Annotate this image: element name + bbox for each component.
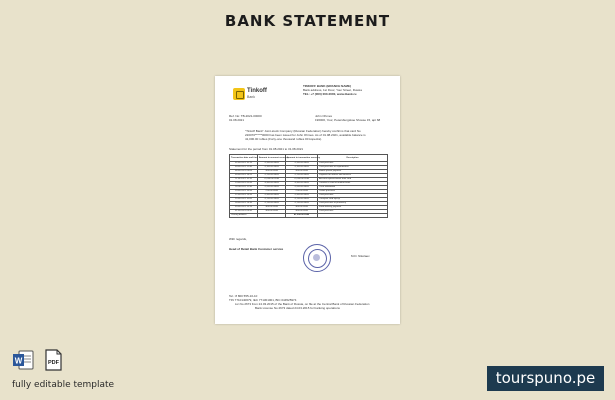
table-cell — [318, 214, 388, 218]
table-cell: +5,000.00 RUB — [286, 178, 318, 182]
word-file-icon[interactable] — [12, 349, 34, 371]
table-cell: -800.00 RUB — [258, 206, 286, 210]
table-cell: -2,100.00 RUB — [286, 198, 318, 202]
column-header: Amount in account currency — [258, 155, 286, 162]
table-cell: -2,300.00 RUB — [286, 166, 318, 170]
bank-address-line: Bank address, 1st Floor, Your Street, Russia — [303, 88, 362, 92]
table-cell: -800.00 RUB — [286, 206, 318, 210]
bank-address-line: TEL: +7 (000) 000-0000, www.tbank.ru — [303, 92, 357, 96]
intro-line: "Tinkoff Bank" Joint-stock Company (Russian Federation) hereby confirms that card No — [245, 129, 361, 133]
table-cell: 16.08.2021 11:30 — [230, 186, 258, 190]
client-address: 196000, Your, Petersburgskoe Shosse 15, apt 68 — [315, 118, 381, 122]
word-icon-label: W — [14, 356, 23, 366]
table-cell: Card purchase at pharmacy — [318, 202, 388, 206]
footer-line: Bank License No 2673 dated 24.03.2015 for banking operations — [255, 306, 340, 310]
table-cell: -1,100.00 RUB — [258, 202, 286, 206]
table-cell: -2,100.00 RUB — [258, 198, 286, 202]
table-cell: Card purchase — [318, 210, 388, 214]
table-cell: 13.08.2021 20:45 — [230, 182, 258, 186]
table-cell: 30.08.2021 15:15 — [230, 206, 258, 210]
table-cell: 04.08.2021 12:40 — [230, 166, 258, 170]
intro-line: 220070******0000 has been issued for John Ohmes. As of 01.08.2021, available balance is — [245, 133, 366, 137]
footer-line: Lic.No 2673 from 24.03.2015 of the Bank of Russia, on file at the Central Bank of Russian Federation — [235, 302, 370, 306]
bank-stamp-icon — [303, 244, 331, 272]
table-cell: 31.08.2021 09:50 — [230, 210, 258, 214]
total-value: 41,000.00 RUB — [286, 214, 318, 218]
regards-text: With regards, — [229, 237, 247, 241]
table-cell: -1,000.00 RUB — [258, 186, 286, 190]
table-cell: -1,500.00 RUB — [286, 162, 318, 166]
column-header: Amount in transaction currency — [286, 155, 318, 162]
table-cell: 11.08.2021 14:10 — [230, 178, 258, 182]
table-cell: Card purchase — [318, 162, 388, 166]
table-header-row — [230, 155, 388, 162]
pdf-file-icon[interactable] — [42, 349, 64, 371]
footer-line: Tel.: 8 800 555-10-10 — [229, 294, 258, 298]
table-cell: -1,600.00 RUB — [258, 194, 286, 198]
table-cell: -1,200.00 RUB — [286, 174, 318, 178]
table-cell: 28.08.2021 19:35 — [230, 202, 258, 206]
intro-line: 41,000.00 rubles (Forty-one thousand rubles 00 kopecks). — [245, 137, 323, 141]
table-cell — [258, 214, 286, 218]
table-cell: Card purchase at supermarket — [318, 166, 388, 170]
table-cell: Cash withdrawal — [318, 186, 388, 190]
table-cell: Mobile phone payment — [318, 170, 388, 174]
ref-date: 01.08.2021 — [229, 118, 245, 122]
table-cell: -1,200.00 RUB — [258, 174, 286, 178]
table-cell: -1,500.00 RUB — [258, 162, 286, 166]
column-header: Transaction date and time — [230, 155, 258, 162]
signatory-name: M.D. Nikolaev — [351, 254, 370, 258]
table-cell: -600.00 RUB — [286, 210, 318, 214]
table-total-row — [230, 214, 388, 218]
table-cell: 06.08.2021 09:05 — [230, 170, 258, 174]
total-label: Closing balance — [230, 214, 258, 218]
table-cell: -3,400.00 RUB — [258, 182, 286, 186]
table-cell: -900.00 RUB — [258, 170, 286, 174]
table-cell: -3,400.00 RUB — [286, 182, 318, 186]
editable-template-caption: fully editable template — [12, 380, 115, 390]
table-cell: -1,600.00 RUB — [286, 194, 318, 198]
table-cell: 09.08.2021 18:22 — [230, 174, 258, 178]
table-cell: Transport card top-up — [318, 198, 388, 202]
table-cell: Payment for utilities and services — [318, 174, 388, 178]
table-cell: -900.00 RUB — [286, 170, 318, 174]
client-name: John Ohmes — [315, 114, 333, 118]
table-cell: Card purchase — [318, 194, 388, 198]
signatory-title: Head of Retail Bank Customer service — [229, 247, 284, 251]
pdf-icon-label: PDF — [48, 360, 59, 366]
statement-document — [215, 76, 400, 324]
column-header: Description — [318, 155, 388, 162]
table-cell: Transfer to card of another bank — [318, 182, 388, 186]
period-text: Statement for the period from 01.08.2021 to 31.08.2021 — [229, 147, 304, 151]
bank-logo-sub: Bank — [247, 95, 255, 99]
transactions-body — [230, 162, 388, 218]
table-cell: 02.08.2021 10:15 — [230, 162, 258, 166]
transactions-table — [229, 154, 388, 218]
table-cell: 25.08.2021 10:00 — [230, 198, 258, 202]
table-cell: +5,000.00 RUB — [258, 178, 286, 182]
page-heading: BANK STATEMENT — [224, 12, 391, 30]
table-cell: 22.08.2021 13:20 — [230, 194, 258, 198]
bank-address-line: TINKOFF BANK (BRANCH NAME) — [303, 84, 351, 88]
ref-number: Ref. No: TB-2021-00000 — [229, 114, 262, 118]
bank-logo-name: Tinkoff — [247, 88, 267, 94]
table-cell: -600.00 RUB — [258, 210, 286, 214]
footer-line: TIN 7710140679, IEC 771301001, BIC 044525974 — [229, 298, 297, 302]
table-cell: Food delivery payment — [318, 206, 388, 210]
table-cell: -1,100.00 RUB — [286, 202, 318, 206]
table-cell: 19.08.2021 16:55 — [230, 190, 258, 194]
table-cell: -2,300.00 RUB — [258, 166, 286, 170]
table-cell: -700.00 RUB — [258, 190, 286, 194]
brand-badge[interactable]: tourspuno.pe — [487, 366, 604, 391]
table-cell: Online purchase — [318, 190, 388, 194]
tinkoff-logo-icon — [233, 88, 245, 100]
table-cell: -1,000.00 RUB — [286, 186, 318, 190]
table-cell: -700.00 RUB — [286, 190, 318, 194]
table-cell: Account replenishment from card — [318, 178, 388, 182]
